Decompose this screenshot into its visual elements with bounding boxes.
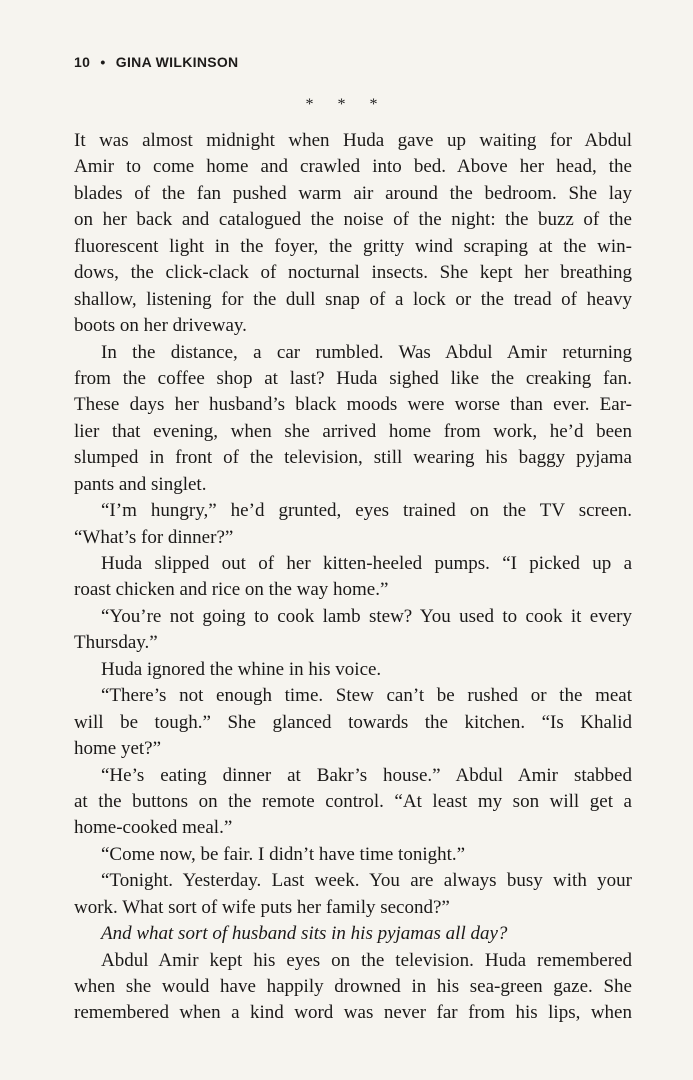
text-line: “Tonight. Yesterday. Last week. You are always busy with your (101, 870, 632, 892)
header-separator: • (100, 54, 106, 70)
text-line: home-cooked meal.” (74, 817, 233, 839)
text-line: “He’s eating dinner at Bakr’s house.” Abdul Amir stabbed (101, 764, 632, 786)
text-line: blades of the fan pushed warm air around the bedroom. She lay (74, 182, 632, 204)
text-line: roast chicken and rice on the way home.” (74, 579, 389, 601)
text-line: “You’re not going to cook lamb stew? You used to cook it every (101, 605, 632, 627)
author-name: GINA WILKINSON (115, 54, 239, 70)
text-line: remembered when a kind word was never far from his lips, when (74, 1002, 632, 1024)
running-head (74, 54, 238, 70)
text-line: “What’s for dinner?” (74, 526, 234, 548)
text-line: Abdul Amir kept his eyes on the television. Huda remembered (101, 949, 632, 971)
text-line: “Come now, be fair. I didn’t have time tonight.” (101, 843, 466, 865)
text-line: slumped in front of the television, still wearing his baggy pyjama (74, 447, 632, 469)
text-line: shallow, listening for the dull snap of a lock or the tread of heavy (74, 288, 632, 310)
page-number: 10 (74, 54, 91, 70)
text-line: on her back and catalogued the noise of the night: the buzz of the (74, 209, 632, 231)
text-line: will be tough.” She glanced towards the kitchen. “Is Khalid (74, 711, 632, 733)
text-line: Amir to come home and crawled into bed. Above her head, the (74, 156, 632, 178)
text-line: at the buttons on the remote control. “At least my son will get a (74, 790, 632, 812)
text-line: Thursday.” (74, 632, 158, 654)
text-line: pants and singlet. (74, 473, 207, 495)
text-line: lier that evening, when she arrived home from work, he’d been (74, 420, 632, 442)
text-line: fluorescent light in the foyer, the gritty wind scraping at the win- (74, 235, 632, 257)
text-line: These days her husband’s black moods were worse than ever. Ear- (74, 394, 632, 416)
text-line: home yet?” (74, 738, 162, 760)
text-line: And what sort of husband sits in his pyjamas all day? (101, 923, 508, 945)
text-line: work. What sort of wife puts her family second?” (74, 896, 450, 918)
scene-break: * * * (305, 96, 388, 113)
text-line: “I’m hungry,” he’d grunted, eyes trained on the TV screen. (101, 500, 632, 522)
body-text (74, 128, 632, 1027)
text-line: Huda slipped out of her kitten-heeled pumps. “I picked up a (101, 553, 632, 574)
text-line: “There’s not enough time. Stew can’t be rushed or the meat (101, 685, 632, 707)
text-line: It was almost midnight when Huda gave up waiting for Abdul (74, 130, 632, 151)
text-line: In the distance, a car rumbled. Was Abdul Amir returning (101, 341, 632, 363)
text-line: from the coffee shop at last? Huda sighed like the creaking fan. (74, 367, 632, 389)
text-line: when she would have happily drowned in his sea-green gaze. She (74, 976, 632, 997)
text-line: Huda ignored the whine in his voice. (101, 658, 382, 680)
text-line: dows, the click-clack of nocturnal insects. She kept her breathing (74, 262, 632, 284)
text-line: boots on her driveway. (74, 315, 247, 337)
